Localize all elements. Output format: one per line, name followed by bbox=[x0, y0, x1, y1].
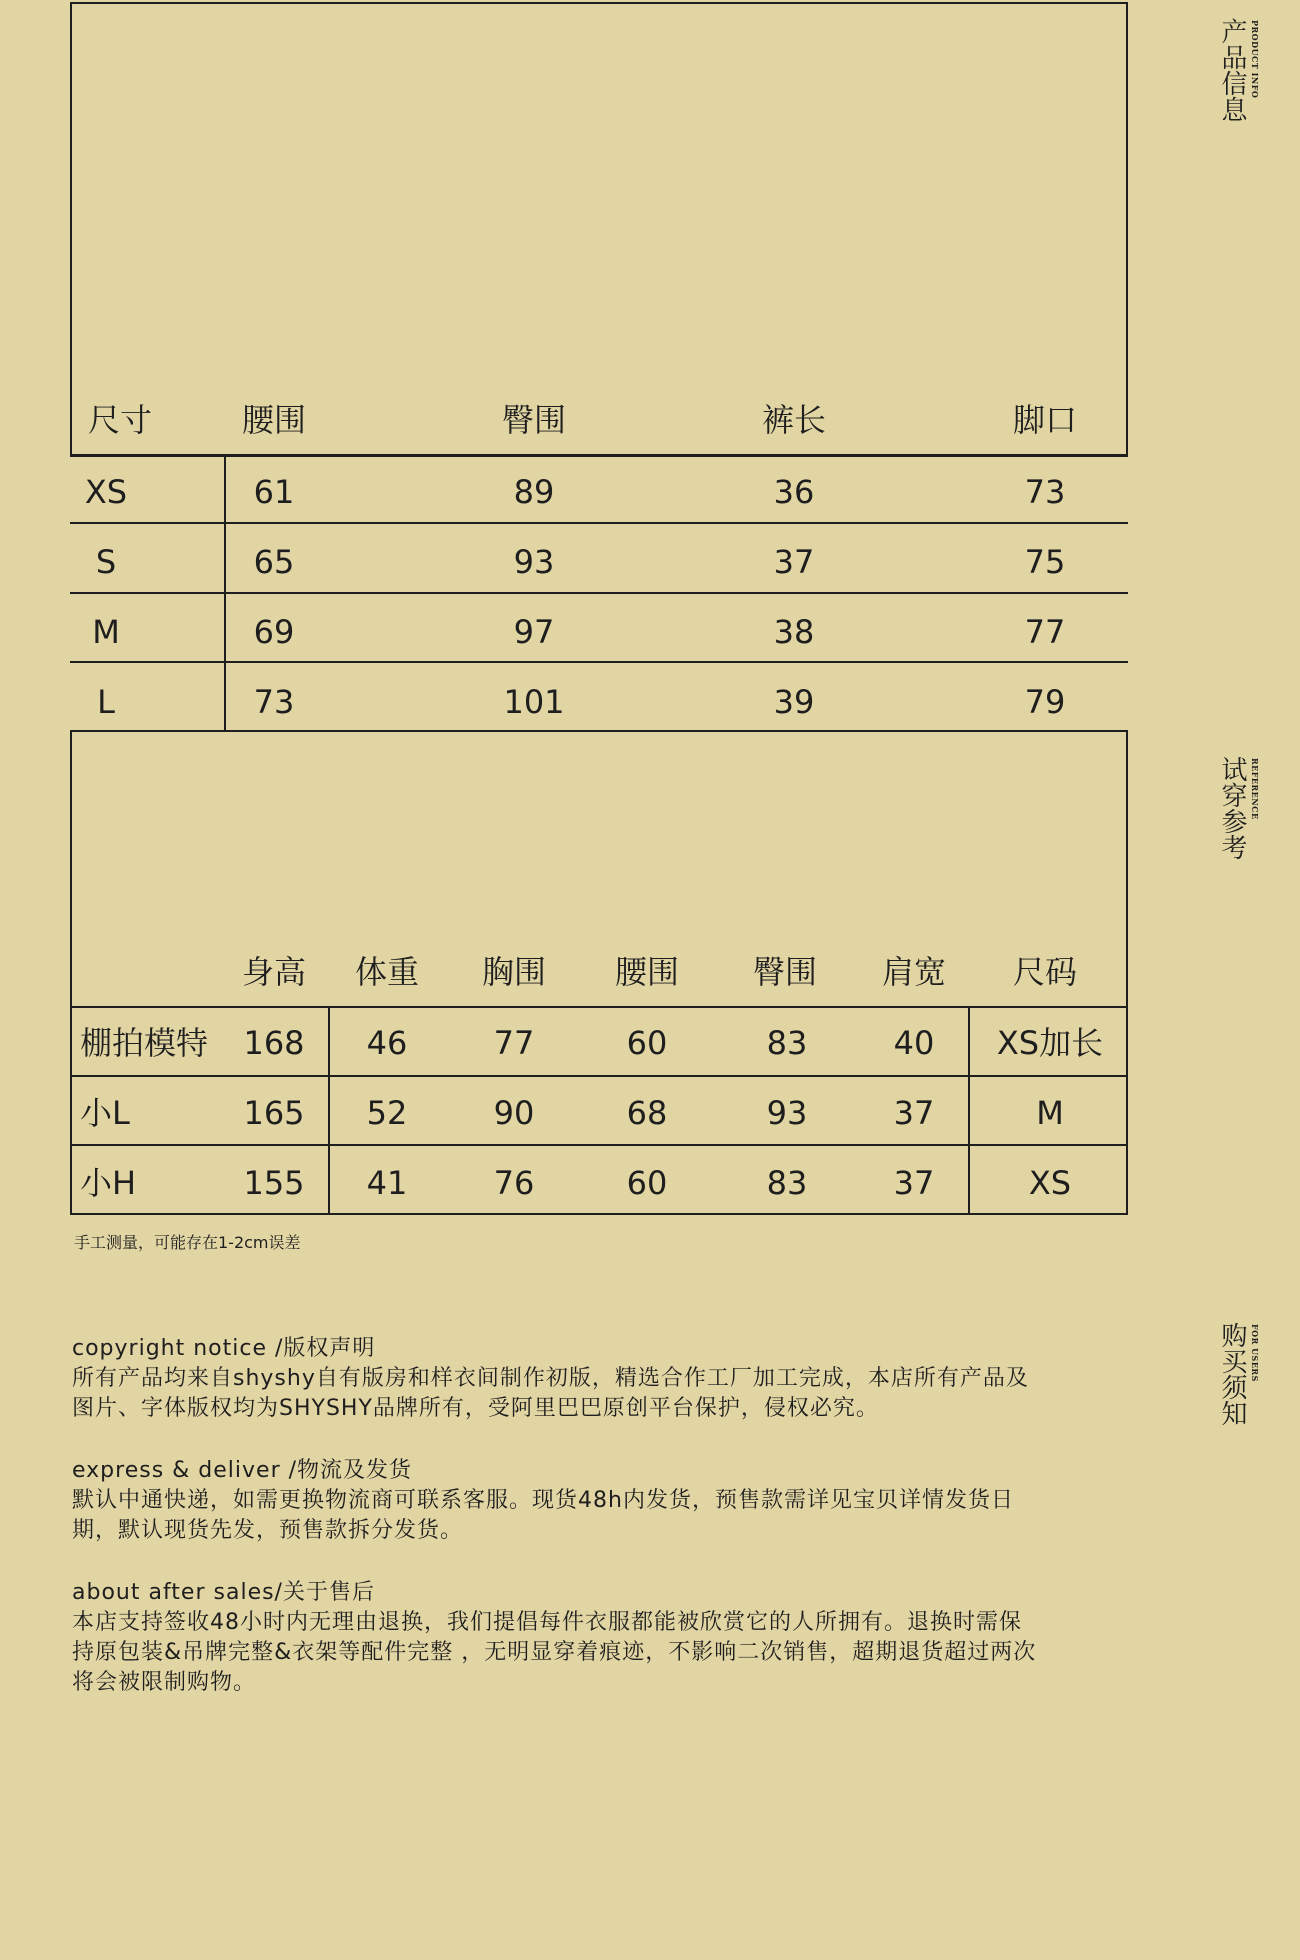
section-line: 默认中通快递，如需更换物流商可联系客服。现货48h内发货，预售款需详见宝贝详情发货日 bbox=[72, 1488, 1014, 1513]
section-line: 图片、字体版权均为SHYSHY品牌所有，受阿里巴巴原创平台保护，侵权必究。 bbox=[72, 1396, 879, 1421]
side-label-for-users bbox=[1218, 1322, 1260, 1426]
measurement-note: 手工测量，可能存在1-2cm误差 bbox=[74, 1233, 301, 1252]
size-column-divider bbox=[224, 456, 226, 732]
size-header: 裤长 bbox=[761, 401, 827, 439]
side-label-product-info bbox=[1218, 18, 1260, 122]
size-header: 臀围 bbox=[501, 401, 567, 439]
model-cell: 37 bbox=[893, 1164, 935, 1202]
model-cell: 83 bbox=[766, 1164, 808, 1202]
model-cell: 93 bbox=[766, 1094, 808, 1132]
express-section bbox=[72, 1456, 1132, 1546]
size-cell: 36 bbox=[773, 473, 815, 511]
size-cell: M bbox=[92, 613, 120, 651]
copyright-section bbox=[72, 1334, 1132, 1424]
model-cell: 76 bbox=[493, 1164, 535, 1202]
size-header: 尺寸 bbox=[88, 401, 153, 439]
model-cell: 41 bbox=[366, 1164, 408, 1202]
size-cell: 101 bbox=[503, 683, 565, 721]
model-cell: 棚拍模特 bbox=[80, 1024, 209, 1062]
section-line: 期，默认现货先发，预售款拆分发货。 bbox=[72, 1518, 464, 1543]
section-line: 所有产品均来自shyshy自有版房和样衣间制作初版，精选合作工厂加工完成，本店所有产品及 bbox=[72, 1366, 1029, 1391]
size-cell: 89 bbox=[513, 473, 555, 511]
side-label-en: PRODUCT INFO bbox=[1250, 20, 1260, 99]
size-cell: 37 bbox=[773, 543, 815, 581]
section-title: copyright notice /版权声明 bbox=[72, 1336, 376, 1361]
model-cell: 60 bbox=[626, 1164, 668, 1202]
model-column-divider bbox=[968, 1007, 970, 1214]
side-label-reference bbox=[1218, 756, 1260, 860]
model-header: 胸围 bbox=[481, 953, 547, 991]
model-cell: 155 bbox=[243, 1164, 305, 1202]
size-cell: 73 bbox=[1024, 473, 1066, 511]
model-cell: M bbox=[1036, 1094, 1064, 1132]
size-cell: 79 bbox=[1024, 683, 1066, 721]
side-label-en: FOR USERS bbox=[1250, 1324, 1260, 1382]
size-cell: 38 bbox=[773, 613, 815, 651]
size-cell: 77 bbox=[1024, 613, 1066, 651]
size-table-divider bbox=[70, 592, 1128, 594]
section-line: 将会被限制购物。 bbox=[72, 1670, 257, 1695]
size-cell: XS bbox=[84, 473, 128, 511]
model-header: 身高 bbox=[241, 953, 307, 991]
size-cell: 93 bbox=[513, 543, 555, 581]
model-cell: 小H bbox=[80, 1164, 137, 1202]
model-column-divider bbox=[328, 1007, 330, 1214]
model-cell: 90 bbox=[493, 1094, 535, 1132]
size-cell: S bbox=[95, 543, 117, 581]
size-cell: L bbox=[97, 683, 115, 721]
model-cell: 77 bbox=[493, 1024, 535, 1062]
size-table-frame bbox=[70, 2, 1128, 457]
size-header: 腰围 bbox=[241, 401, 307, 439]
model-cell: XS加长 bbox=[996, 1024, 1104, 1062]
model-cell: 165 bbox=[243, 1094, 305, 1132]
model-cell: 52 bbox=[366, 1094, 408, 1132]
after-sales-section bbox=[72, 1578, 1132, 1698]
size-cell: 73 bbox=[253, 683, 295, 721]
side-label-cn: 购买须知 bbox=[1217, 1322, 1247, 1426]
model-cell: 37 bbox=[893, 1094, 935, 1132]
size-cell: 75 bbox=[1024, 543, 1066, 581]
size-table-divider bbox=[70, 522, 1128, 524]
size-header: 脚口 bbox=[1012, 401, 1078, 439]
size-cell: 69 bbox=[253, 613, 295, 651]
size-cell: 97 bbox=[513, 613, 555, 651]
size-cell: 39 bbox=[773, 683, 815, 721]
section-line: 本店支持签收48小时内无理由退换，我们提倡每件衣服都能被欣赏它的人所拥有。退换时需保 bbox=[72, 1610, 1022, 1635]
section-line: 持原包装&吊牌完整&衣架等配件完整 ，无明显穿着痕迹，不影响二次销售，超期退货超过两次 bbox=[72, 1640, 1037, 1665]
model-header: 腰围 bbox=[614, 953, 680, 991]
model-header: 臀围 bbox=[752, 953, 818, 991]
model-cell: XS bbox=[1028, 1164, 1072, 1202]
model-cell: 小L bbox=[80, 1094, 130, 1132]
model-cell: 83 bbox=[766, 1024, 808, 1062]
model-cell: 60 bbox=[626, 1024, 668, 1062]
model-header: 尺码 bbox=[1012, 953, 1078, 991]
size-table-divider bbox=[70, 454, 1128, 456]
side-label-en: REFERENCE bbox=[1250, 758, 1260, 820]
size-cell: 61 bbox=[253, 473, 295, 511]
model-cell: 40 bbox=[893, 1024, 935, 1062]
size-table-divider bbox=[70, 661, 1128, 663]
model-header: 肩宽 bbox=[881, 953, 947, 991]
section-title: express & deliver /物流及发货 bbox=[72, 1458, 413, 1483]
model-cell: 68 bbox=[626, 1094, 668, 1132]
side-label-cn: 试穿参考 bbox=[1217, 756, 1247, 860]
model-header: 体重 bbox=[354, 953, 420, 991]
model-cell: 46 bbox=[366, 1024, 408, 1062]
size-cell: 65 bbox=[253, 543, 295, 581]
side-label-cn: 产品信息 bbox=[1217, 18, 1247, 122]
section-title: about after sales/关于售后 bbox=[72, 1580, 375, 1605]
model-cell: 168 bbox=[243, 1024, 305, 1062]
